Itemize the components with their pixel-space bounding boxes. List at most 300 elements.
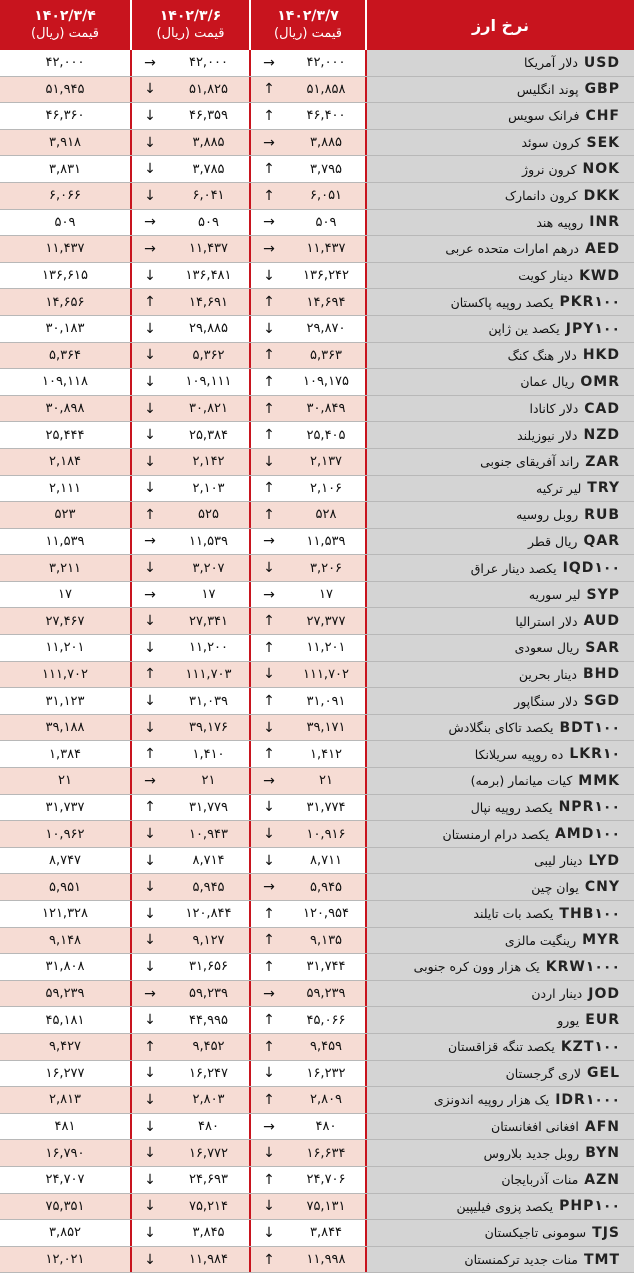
price-cell-date-2 [132, 555, 251, 581]
currency-label [367, 316, 634, 342]
price-cell-date-3 [0, 1247, 132, 1273]
price-value: ۱۱,۲۰۰ [188, 640, 229, 656]
price-cell-date-2 [132, 715, 251, 741]
table-row [0, 954, 634, 981]
trend-same-icon: → [144, 240, 156, 257]
price-value: ۵۰۹ [315, 214, 337, 230]
currency-cell [367, 343, 634, 369]
table-row [0, 1247, 634, 1274]
price-value: ۳۰,۸۹۸ [45, 401, 85, 417]
price-value: ۳,۸۳۱ [48, 161, 82, 177]
table-row [0, 449, 634, 476]
price-value: ۳۱,۶۵۶ [188, 959, 229, 975]
header-date-col-1 [251, 0, 367, 50]
currency-code: SGD [583, 693, 620, 710]
currency-label [367, 183, 634, 209]
price-value: ۳,۷۹۵ [309, 161, 343, 177]
table-row [0, 901, 634, 928]
price-cell-date-1 [251, 821, 367, 847]
table-row [0, 422, 634, 449]
table-row [0, 768, 634, 795]
trend-down-icon: ↓ [263, 1065, 275, 1082]
currency-name: یورو [557, 1012, 580, 1028]
currency-cell [367, 1034, 634, 1060]
price-value: ۵۰۹ [54, 214, 76, 230]
currency-code: PHP۱۰۰ [559, 1198, 620, 1215]
price-cell-date-3 [0, 848, 132, 874]
price-cell-date-1 [251, 422, 367, 448]
trend-same-icon: → [263, 879, 275, 896]
price-cell-date-2 [132, 289, 251, 315]
price-value: ۴۶,۳۶۰ [45, 108, 85, 124]
table-row [0, 77, 634, 104]
price-cell-date-3 [0, 1167, 132, 1193]
price-value: ۱۷ [201, 587, 216, 603]
currency-name: کرون نروژ [522, 161, 577, 177]
price-cell-date-1 [251, 396, 367, 422]
currency-label [367, 1194, 634, 1220]
currency-name: دلار سنگاپور [514, 693, 578, 709]
currency-code: ZAR [585, 453, 620, 470]
price-value: ۱۶,۷۷۲ [188, 1145, 229, 1161]
price-value: ۹,۱۲۷ [192, 932, 225, 948]
trend-up-icon: ↑ [263, 1091, 275, 1108]
price-cell-date-2 [132, 263, 251, 289]
price-cell-date-3 [0, 635, 132, 661]
currency-code: IQD۱۰۰ [562, 560, 620, 577]
price-cell-date-3 [0, 130, 132, 156]
price-value: ۵۱,۸۲۵ [188, 81, 229, 97]
currency-code: GBP [584, 81, 620, 98]
currency-name: پوند انگلیس [516, 81, 579, 97]
currency-cell [367, 529, 634, 555]
currency-name: ریال سعودی [514, 640, 580, 656]
price-cell-date-1 [251, 316, 367, 342]
price-value: ۳۱,۰۹۱ [306, 693, 346, 709]
currency-label [367, 901, 634, 927]
currency-cell [367, 502, 634, 528]
price-value: ۱۱۱,۷۰۳ [185, 666, 232, 682]
table-row [0, 1140, 634, 1167]
currency-cell [367, 741, 634, 767]
price-cell-date-1 [251, 343, 367, 369]
trend-same-icon: → [263, 54, 275, 71]
price-value: ۷۵,۳۵۱ [45, 1198, 85, 1214]
currency-name: درهم امارات متحده عربی [445, 241, 579, 257]
trend-down-icon: ↓ [263, 826, 275, 843]
price-cell-date-2 [132, 369, 251, 395]
currency-label [367, 1247, 634, 1273]
price-cell-date-1 [251, 1034, 367, 1060]
price-value: ۳,۸۴۵ [192, 1225, 225, 1241]
trend-up-icon: ↑ [144, 799, 156, 816]
price-cell-date-3 [0, 688, 132, 714]
price-cell-date-3 [0, 582, 132, 608]
price-value: ۱۶,۷۹۰ [45, 1145, 85, 1161]
trend-same-icon: → [144, 54, 156, 71]
table-row [0, 1007, 634, 1034]
price-value: ۱۰,۹۱۶ [306, 826, 346, 842]
price-value: ۹,۱۳۵ [309, 932, 343, 948]
price-cell-date-2 [132, 635, 251, 661]
currency-cell [367, 289, 634, 315]
currency-cell [367, 928, 634, 954]
currency-name: یک هزار روپیه اندونزی [433, 1092, 550, 1108]
trend-down-icon: ↓ [144, 560, 156, 577]
currency-label [367, 77, 634, 103]
currency-name: یوان چین [531, 879, 579, 895]
trend-same-icon: → [263, 1118, 275, 1135]
price-value: ۱۳۶,۲۴۲ [302, 268, 350, 284]
currency-code: CAD [584, 400, 620, 417]
price-cell-date-3 [0, 981, 132, 1007]
currency-name: دینار بحرین [518, 666, 577, 682]
price-value: ۲,۸۱۳ [48, 1092, 82, 1108]
currency-cell [367, 130, 634, 156]
currency-code: NOK [582, 161, 620, 178]
table-row [0, 555, 634, 582]
price-cell-date-3 [0, 1061, 132, 1087]
currency-cell [367, 449, 634, 475]
currency-name: یکصد روپیه پاکستان [450, 294, 554, 310]
trend-up-icon: ↑ [263, 107, 275, 124]
currency-name: دلار استرالیا [515, 613, 578, 629]
price-value: ۳۱,۷۷۴ [306, 799, 346, 815]
price-value: ۱۴,۶۹۱ [188, 294, 229, 310]
trend-up-icon: ↑ [144, 506, 156, 523]
trend-up-icon: ↑ [263, 1171, 275, 1188]
currency-label [367, 795, 634, 821]
currency-label [367, 688, 634, 714]
currency-cell [367, 1114, 634, 1140]
table-row [0, 1087, 634, 1114]
price-cell-date-1 [251, 608, 367, 634]
currency-label [367, 1167, 634, 1193]
price-value: ۲۷,۴۶۷ [45, 613, 85, 629]
currency-name: روپیه هند [536, 214, 584, 230]
price-cell-date-2 [132, 981, 251, 1007]
price-cell-date-3 [0, 928, 132, 954]
currency-cell [367, 662, 634, 688]
price-cell-date-3 [0, 316, 132, 342]
currency-name: ریال قطر [527, 533, 578, 549]
price-cell-date-3 [0, 741, 132, 767]
table-row [0, 688, 634, 715]
trend-down-icon: ↓ [144, 932, 156, 949]
currency-cell [367, 422, 634, 448]
trend-up-icon: ↑ [263, 480, 275, 497]
trend-down-icon: ↓ [263, 560, 275, 577]
currency-cell [367, 1194, 634, 1220]
currency-label [367, 449, 634, 475]
trend-down-icon: ↓ [144, 826, 156, 843]
price-value: ۸,۷۴۷ [48, 853, 82, 869]
price-cell-date-2 [132, 1220, 251, 1246]
price-value: ۱۰,۹۶۲ [45, 826, 85, 842]
currency-cell [367, 795, 634, 821]
currency-label [367, 476, 634, 502]
currency-name: روبل جدید بلاروس [483, 1145, 580, 1161]
currency-code: KWD [579, 267, 620, 284]
currency-label [367, 289, 634, 315]
price-value: ۲۴,۷۰۶ [306, 1172, 346, 1188]
price-value: ۱۲,۰۲۱ [45, 1252, 85, 1268]
price-value: ۸,۷۱۱ [309, 853, 343, 869]
trend-down-icon: ↓ [144, 161, 156, 178]
currency-label [367, 502, 634, 528]
price-cell-date-1 [251, 741, 367, 767]
price-value: ۵۲۵ [198, 507, 219, 523]
price-value: ۱۱۱,۷۰۲ [41, 666, 89, 682]
price-cell-date-3 [0, 210, 132, 236]
price-cell-date-2 [132, 1087, 251, 1113]
trend-same-icon: → [263, 586, 275, 603]
price-value: ۲۵,۳۸۴ [188, 427, 229, 443]
price-cell-date-1 [251, 954, 367, 980]
price-cell-date-2 [132, 156, 251, 182]
price-value: ۲,۸۰۹ [309, 1092, 343, 1108]
price-cell-date-1 [251, 1140, 367, 1166]
table-row [0, 1194, 634, 1221]
trend-down-icon: ↓ [144, 427, 156, 444]
table-row [0, 396, 634, 423]
currency-name: لاری گرجستان [505, 1065, 582, 1081]
table-row [0, 502, 634, 529]
price-value: ۵۰۹ [198, 214, 219, 230]
trend-down-icon: ↓ [144, 958, 156, 975]
price-value: ۳,۸۸۵ [192, 135, 225, 151]
price-cell-date-1 [251, 688, 367, 714]
price-cell-date-1 [251, 715, 367, 741]
price-value: ۳,۹۱۸ [48, 135, 82, 151]
price-cell-date-1 [251, 263, 367, 289]
currency-cell [367, 316, 634, 342]
trend-down-icon: ↓ [144, 480, 156, 497]
price-cell-date-1 [251, 476, 367, 502]
price-cell-date-2 [132, 662, 251, 688]
price-value: ۳۱,۸۰۸ [45, 959, 85, 975]
currency-code: KZT۱۰۰ [560, 1038, 620, 1055]
trend-same-icon: → [263, 772, 275, 789]
price-value: ۱۶,۲۴۷ [188, 1065, 229, 1081]
price-cell-date-3 [0, 103, 132, 129]
currency-cell [367, 848, 634, 874]
table-row [0, 156, 634, 183]
table-row [0, 795, 634, 822]
table-row [0, 848, 634, 875]
currency-code: EUR [585, 1012, 620, 1029]
trend-down-icon: ↓ [144, 134, 156, 151]
price-cell-date-2 [132, 396, 251, 422]
price-cell-date-3 [0, 954, 132, 980]
price-cell-date-1 [251, 289, 367, 315]
price-value: ۲,۱۰۳ [192, 480, 225, 496]
currency-cell [367, 874, 634, 900]
price-value: ۲,۸۰۳ [192, 1092, 225, 1108]
table-row [0, 1061, 634, 1088]
currency-label [367, 874, 634, 900]
currency-label [367, 1220, 634, 1246]
price-value: ۱,۴۱۲ [309, 746, 343, 762]
price-cell-date-3 [0, 874, 132, 900]
price-cell-date-2 [132, 1007, 251, 1033]
currency-label [367, 263, 634, 289]
currency-label [367, 50, 634, 76]
currency-name: یکصد تاکای بنگلادش [448, 720, 554, 736]
currency-code: AFN [584, 1118, 620, 1135]
currency-name: یکصد درام ارمنستان [442, 826, 549, 842]
table-row [0, 928, 634, 955]
trend-same-icon: → [263, 240, 275, 257]
currency-label [367, 635, 634, 661]
price-value: ۳۹,۱۷۶ [188, 720, 229, 736]
price-cell-date-2 [132, 1167, 251, 1193]
price-cell-date-1 [251, 236, 367, 262]
price-cell-date-3 [0, 50, 132, 76]
price-value: ۷۵,۱۳۱ [306, 1198, 346, 1214]
table-row [0, 874, 634, 901]
header-date-2: ۱۴۰۲/۳/۶ [159, 8, 222, 24]
currency-label [367, 369, 634, 395]
trend-up-icon: ↑ [263, 693, 275, 710]
currency-label [367, 662, 634, 688]
price-cell-date-1 [251, 1167, 367, 1193]
table-row [0, 369, 634, 396]
price-value: ۱۱,۲۰۱ [45, 640, 85, 656]
price-cell-date-3 [0, 1220, 132, 1246]
trend-up-icon: ↑ [263, 427, 275, 444]
currency-code: MYR [582, 932, 620, 949]
table-row [0, 741, 634, 768]
currency-cell [367, 582, 634, 608]
currency-name: یک هزار وون کره جنوبی [413, 959, 540, 975]
price-cell-date-2 [132, 1114, 251, 1140]
price-value: ۴۵,۰۶۶ [306, 1012, 346, 1028]
currency-name: منات آذربایجان [501, 1172, 579, 1188]
price-value: ۳۹,۱۷۱ [306, 720, 346, 736]
currency-name: دلار هنگ کنگ [507, 347, 577, 363]
price-cell-date-3 [0, 183, 132, 209]
trend-up-icon: ↑ [263, 746, 275, 763]
price-value: ۱۶,۲۳۲ [306, 1065, 346, 1081]
currency-name: کرون دانمارک [504, 188, 578, 204]
price-cell-date-1 [251, 1220, 367, 1246]
price-cell-date-3 [0, 263, 132, 289]
currency-name: منات جدید ترکمنستان [464, 1252, 578, 1268]
price-cell-date-3 [0, 529, 132, 555]
price-value: ۱۱,۲۰۱ [306, 640, 346, 656]
price-value: ۱۲۰,۹۵۴ [302, 906, 350, 922]
currency-name: سومونی تاجیکستان [484, 1225, 587, 1241]
price-value: ۳۱,۷۷۹ [188, 799, 229, 815]
price-cell-date-2 [132, 848, 251, 874]
currency-label [367, 396, 634, 422]
price-value: ۲,۱۸۴ [48, 454, 82, 470]
currency-code: QAR [583, 533, 620, 550]
price-cell-date-1 [251, 1247, 367, 1273]
price-cell-date-2 [132, 768, 251, 794]
price-value: ۱۷ [58, 587, 72, 603]
trend-down-icon: ↓ [263, 1198, 275, 1215]
currency-cell [367, 1087, 634, 1113]
price-value: ۲۵,۴۴۴ [45, 427, 85, 443]
trend-up-icon: ↑ [263, 400, 275, 417]
currency-cell [367, 263, 634, 289]
trend-down-icon: ↓ [144, 81, 156, 98]
currency-label [367, 103, 634, 129]
price-cell-date-2 [132, 210, 251, 236]
currency-code: JOD [588, 985, 620, 1002]
trend-down-icon: ↓ [144, 719, 156, 736]
price-value: ۵,۳۶۲ [192, 347, 225, 363]
price-value: ۷۵,۲۱۴ [188, 1198, 229, 1214]
trend-down-icon: ↓ [144, 1145, 156, 1162]
price-cell-date-2 [132, 608, 251, 634]
price-value: ۱۶,۶۳۴ [306, 1145, 346, 1161]
price-value: ۲۵,۴۰۵ [306, 427, 346, 443]
price-value: ۲۱ [58, 773, 72, 789]
trend-down-icon: ↓ [144, 1065, 156, 1082]
trend-down-icon: ↓ [144, 1012, 156, 1029]
price-value: ۳۰,۱۸۳ [45, 321, 85, 337]
table-row [0, 529, 634, 556]
currency-cell [367, 1007, 634, 1033]
currency-cell [367, 1140, 634, 1166]
table-row [0, 183, 634, 210]
currency-cell [367, 210, 634, 236]
trend-same-icon: → [144, 985, 156, 1002]
price-value: ۵۹,۲۳۹ [45, 986, 85, 1002]
price-value: ۵۹,۲۳۹ [306, 986, 346, 1002]
currency-name: یکصد بات تایلند [473, 906, 554, 922]
price-cell-date-1 [251, 768, 367, 794]
price-cell-date-3 [0, 795, 132, 821]
trend-up-icon: ↑ [263, 81, 275, 98]
currency-label [367, 715, 634, 741]
price-value: ۳۰,۸۴۹ [306, 401, 346, 417]
table-row [0, 343, 634, 370]
currency-cell [367, 608, 634, 634]
trend-down-icon: ↓ [144, 639, 156, 656]
currency-code: LYD [588, 852, 620, 869]
price-cell-date-3 [0, 1034, 132, 1060]
price-value: ۱۷ [319, 587, 333, 603]
price-value: ۱۱,۵۳۹ [188, 533, 229, 549]
price-value: ۱۴,۶۵۶ [45, 294, 85, 310]
currency-label [367, 768, 634, 794]
trend-down-icon: ↓ [144, 187, 156, 204]
table-row [0, 582, 634, 609]
table-row [0, 635, 634, 662]
trend-same-icon: → [263, 214, 275, 231]
price-value: ۲,۱۱۱ [48, 480, 82, 496]
currency-label [367, 1061, 634, 1087]
price-value: ۳,۷۸۵ [192, 161, 225, 177]
currency-cell [367, 1167, 634, 1193]
currency-cell [367, 183, 634, 209]
trend-up-icon: ↑ [263, 639, 275, 656]
price-value: ۲۹,۸۸۵ [188, 321, 229, 337]
currency-cell [367, 555, 634, 581]
price-cell-date-3 [0, 77, 132, 103]
trend-up-icon: ↑ [263, 1251, 275, 1268]
price-value: ۱۳۶,۴۸۱ [185, 268, 232, 284]
currency-label [367, 1140, 634, 1166]
currency-code: NZD [583, 427, 620, 444]
price-cell-date-1 [251, 449, 367, 475]
currency-cell [367, 768, 634, 794]
price-cell-date-1 [251, 1007, 367, 1033]
